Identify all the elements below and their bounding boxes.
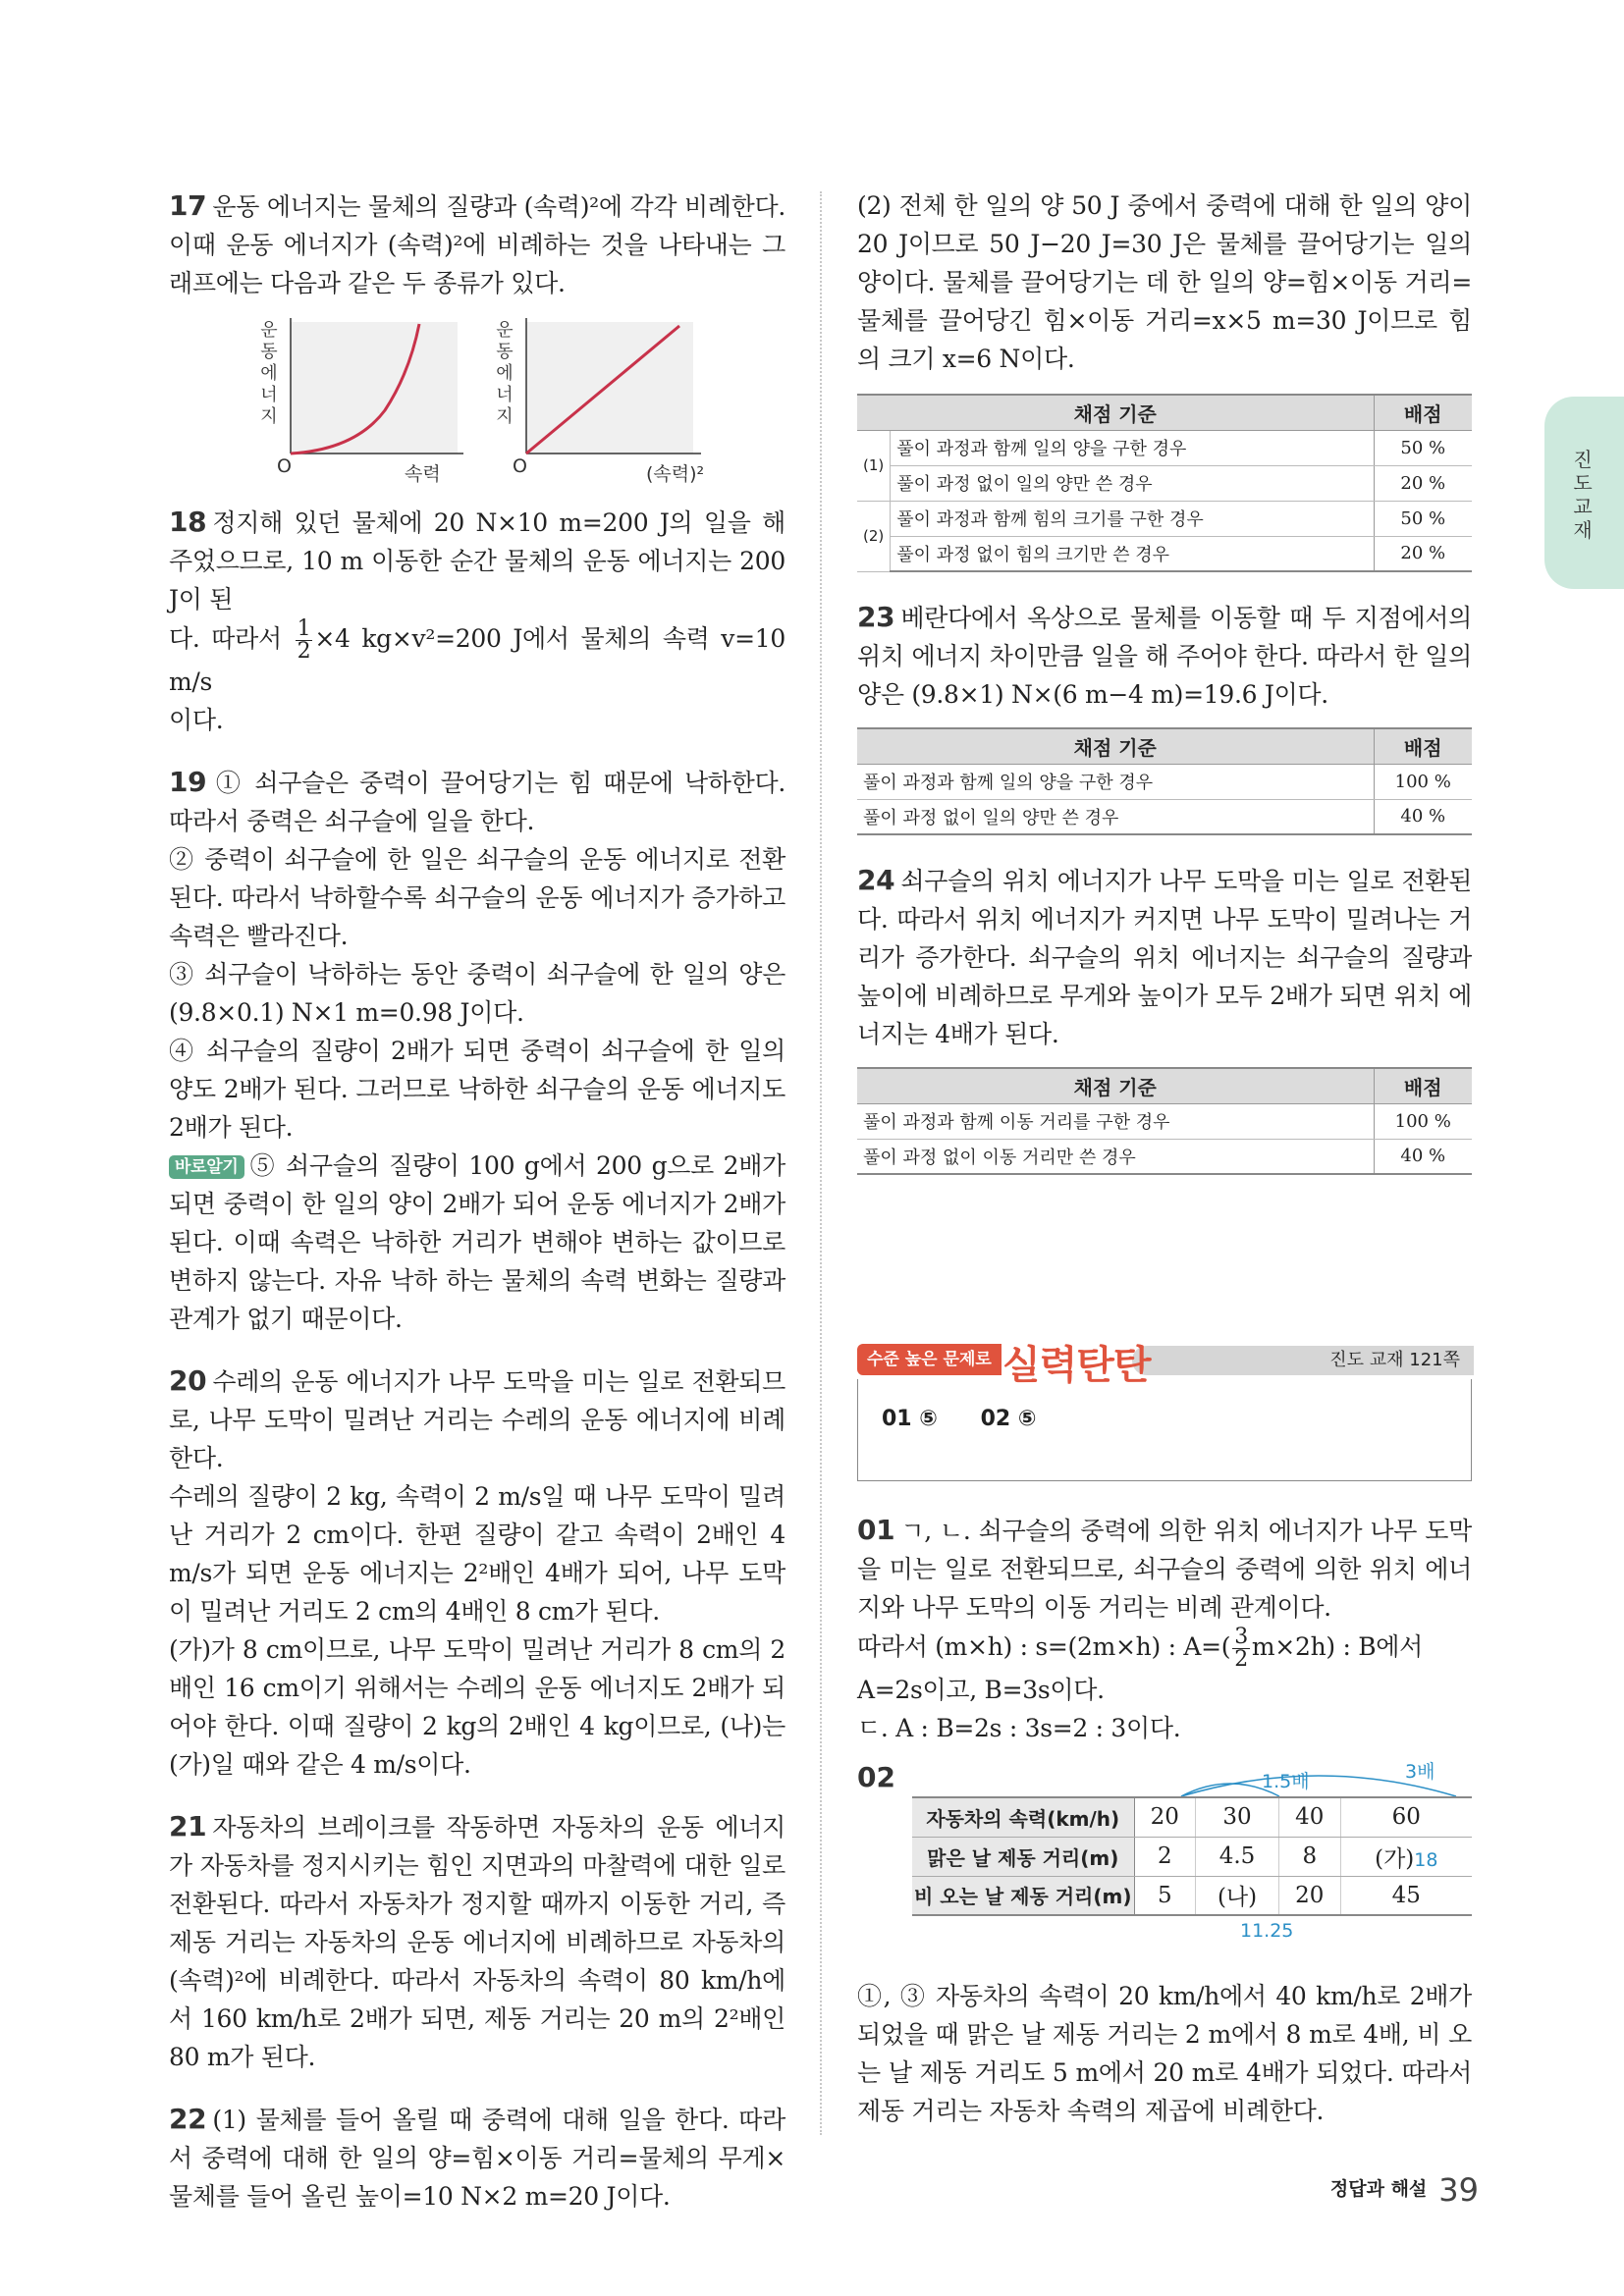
row-label: 맑은 날 제동 거리(m) — [912, 1837, 1134, 1876]
row-label: 비 오는 날 제동 거리(m) — [912, 1876, 1134, 1915]
cell: (나) — [1196, 1876, 1279, 1915]
q21-text: 자동차의 브레이크를 작동하면 자동차의 운동 에너지가 자동차를 정지시키는 힘인 지면과의 마찰력에 대한 일로 전환된다. 따라서 자동차가 정지할 때까지 이동한 거리, 즉 제동 거리는 자동차의 운동 에너지에 비례하므로 자동차의 (속력)²에 비례한다. 따라서 자동차의 속력이 80 km/h에서 160 km/h로 2배가 되면, 제동 거리는 20 m의 2²배인 80 m가 된다. — [169, 1813, 785, 2071]
q22-score-table — [857, 394, 1472, 572]
frac-num: 3 — [1234, 1625, 1248, 1649]
q22-p1: (1) 물체를 들어 올릴 때 중력에 대해 일을 한다. 따라서 중력에 대해 한 일의 양=힘×이동 거리=물체의 무게×물체를 들어 올린 높이=10 N×2 m=20 J이다. — [169, 2106, 785, 2211]
table-row — [857, 1139, 1472, 1174]
graph2-origin: O — [513, 455, 527, 477]
table-row — [857, 799, 1472, 834]
cell: 5 — [1134, 1876, 1196, 1915]
cell: 20 — [1134, 1797, 1196, 1837]
q19-p4: ④ 쇠구슬의 질량이 2배가 되면 중력이 쇠구슬에 한 일의 양도 2배가 된다. 그러므로 낙하한 쇠구슬의 운동 에너지도 2배가 된다. — [169, 1037, 785, 1142]
table-row — [857, 764, 1472, 799]
q22-part2 — [857, 187, 1472, 378]
q17-graphs — [169, 312, 785, 485]
cell: 4.5 — [1196, 1837, 1279, 1876]
q20-number: 20 — [169, 1364, 207, 1397]
graph1-xlabel: 속력 — [405, 463, 441, 485]
row-criteria: 풀이 과정 없이 일의 양만 쓴 경우 — [857, 799, 1374, 834]
side-tab-label: 진도 교재 — [1573, 448, 1593, 542]
q17-number: 17 — [169, 189, 207, 222]
cell: 2 — [1134, 1837, 1196, 1876]
q20 — [169, 1362, 785, 1784]
a01-p4: ㄷ. A : B=2s : 3s=2 : 3이다. — [857, 1714, 1181, 1742]
row-points: 100 % — [1374, 764, 1472, 799]
header-points: 배점 — [1374, 395, 1472, 430]
q19 — [169, 763, 785, 1338]
answer-01: 01 ⑤ — [882, 1407, 938, 1431]
graph2-xlabel: (속력)² — [646, 463, 705, 485]
cell: 30 — [1196, 1797, 1279, 1837]
cell: 60 — [1340, 1797, 1472, 1837]
a01-p1: ㄱ, ㄴ. 쇠구슬의 중력에 의한 위치 에너지가 나무 도막을 미는 일로 전환되므로, 쇠구슬의 중력에 의한 위치 에너지와 나무 도막의 이동 거리는 비례 관계이다. — [857, 1517, 1472, 1622]
a02-explanation — [857, 1977, 1472, 2130]
a02 — [857, 1761, 1472, 1977]
table-row — [912, 1876, 1472, 1915]
level-tag: 수준 높은 문제로 — [857, 1344, 1001, 1375]
q18 — [169, 503, 785, 739]
row-points: 20 % — [1374, 465, 1472, 501]
table-row — [857, 1103, 1472, 1139]
q19-p5: ⑤ 쇠구슬의 질량이 100 g에서 200 g으로 2배가 되면 중력이 한 일의 양이 2배가 되어 운동 에너지가 2배가 된다. 이때 속력은 낙하한 거리가 변해야 변하는 값이므로 변하지 않는다. 자유 낙하 하는 물체의 속력 변화는 질량과 관계가 없기 때문이다. — [169, 1151, 785, 1333]
page-number: 39 — [1438, 2171, 1479, 2209]
row-points: 100 % — [1374, 1103, 1472, 1139]
q22-p2: (2) 전체 한 일의 양 50 J 중에서 중력에 대해 한 일의 양이 20 J이므로 50 J−20 J=30 J은 물체를 끌어당기는 일의 양이다. 물체를 끌어당기는 데 한 일의 양=힘×이동 거리=물체를 끌어당긴 힘×이동 거리=x×5 m=30 J이므로 힘의 크기 x=6 N이다. — [857, 191, 1472, 373]
graph1-ylabel: 운동 에너지 — [260, 320, 278, 427]
row-label: 자동차의 속력(km/h) — [912, 1797, 1134, 1837]
graph2-ylabel: 운동 에너지 — [496, 320, 514, 427]
q19-p2: ② 중력이 쇠구슬에 한 일은 쇠구슬의 운동 에너지로 전환된다. 따라서 낙하할수록 쇠구슬의 운동 에너지가 증가하고 속력은 빨라진다. — [169, 845, 785, 950]
header-points: 배점 — [1374, 728, 1472, 764]
header-criteria: 채점 기준 — [857, 395, 1374, 430]
annot-na-answer: 11.25 — [1240, 1920, 1294, 1942]
table-row — [857, 430, 1472, 465]
frac-den: 2 — [297, 639, 311, 664]
row-group: (1) — [857, 430, 891, 501]
q21-number: 21 — [169, 1810, 207, 1842]
row-points: 20 % — [1374, 536, 1472, 571]
annot-3x: 3배 — [1405, 1761, 1435, 1783]
row-group: (2) — [857, 501, 891, 571]
ga-answer: 18 — [1414, 1848, 1438, 1871]
cell — [1340, 1837, 1472, 1876]
q22-number: 22 — [169, 2103, 207, 2135]
right-column — [857, 187, 1472, 2154]
column-divider — [820, 191, 822, 2135]
q17 — [169, 187, 785, 302]
frac-num: 1 — [297, 616, 311, 641]
footer-label: 정답과 해설 — [1329, 2178, 1428, 2200]
a02-arrows — [857, 1761, 1472, 1800]
graph-speed-squared-plot — [483, 312, 729, 479]
row-criteria: 풀이 과정 없이 일의 양만 쓴 경우 — [891, 465, 1374, 501]
q23-text: 베란다에서 옥상으로 물체를 이동할 때 두 지점에서의 위치 에너지 차이만큼 일을 해 주어야 한다. 따라서 한 일의 양은 (9.8×1) N×(6 m−4 m)=19.6 J이다. — [857, 604, 1472, 709]
table-row — [857, 536, 1472, 571]
q23-number: 23 — [857, 601, 895, 633]
answer-list — [882, 1407, 1071, 1431]
q20-p2: 수레의 질량이 2 kg, 속력이 2 m/s일 때 나무 도막이 밀려난 거리가 2 cm이다. 한편 질량이 같고 속력이 2배인 4 m/s가 되면 운동 에너지는 2²배인 4배가 되어, 나무 도막이 밀려난 거리도 2 cm의 4배인 8 cm가 된다. — [169, 1482, 785, 1626]
row-points: 50 % — [1374, 430, 1472, 465]
plot-bg — [291, 322, 458, 454]
page-footer — [1330, 2171, 1479, 2209]
q24-score-table — [857, 1067, 1472, 1175]
q18-line2a: 다. 따라서 — [169, 624, 282, 653]
frac-den: 2 — [1234, 1647, 1248, 1672]
q23-score-table — [857, 727, 1472, 835]
side-tab[interactable] — [1544, 397, 1624, 589]
cell: 40 — [1279, 1797, 1341, 1837]
level-title: 실력탄탄 — [1002, 1343, 1151, 1388]
a01-p2a: 따라서 (m×h) : s=(2m×h) : A=( — [857, 1632, 1231, 1661]
left-column — [169, 187, 785, 2239]
header-criteria: 채점 기준 — [857, 1068, 1374, 1103]
cell: 45 — [1340, 1876, 1472, 1915]
q19-p1: ① 쇠구슬은 중력이 끌어당기는 힘 때문에 낙하한다. 따라서 중력은 쇠구슬에 일을 한다. — [169, 769, 785, 835]
q18-line3: 이다. — [169, 706, 224, 734]
a01-number: 01 — [857, 1514, 895, 1546]
graph-speed-plot — [247, 312, 483, 479]
q24-text: 쇠구슬의 위치 에너지가 나무 도막을 미는 일로 전환된다. 따라서 위치 에너지가 커지면 나무 도막이 밀려나는 거리가 증가한다. 쇠구슬의 위치 에너지는 쇠구슬의 질량과 높이에 비례하므로 무게와 높이가 모두 2배가 되면 위치 에너지는 4배가 된다. — [857, 867, 1472, 1048]
q23 — [857, 598, 1472, 714]
q22-part1 — [169, 2100, 785, 2216]
q18-number: 18 — [169, 506, 207, 538]
row-criteria: 풀이 과정 없이 이동 거리만 쓴 경우 — [857, 1139, 1374, 1174]
row-criteria: 풀이 과정 없이 힘의 크기만 쓴 경우 — [891, 536, 1374, 571]
q18-line1: 정지해 있던 물체에 20 N×10 m=200 J의 일을 해 주었으므로, 10 m 이동한 순간 물체의 운동 에너지는 200 J이 된 — [169, 508, 785, 614]
cell-ga: (가) — [1375, 1845, 1415, 1872]
table-row — [857, 501, 1472, 536]
q20-p1: 수레의 운동 에너지가 나무 도막을 미는 일로 전환되므로, 나무 도막이 밀려난 거리는 수레의 운동 에너지에 비례한다. — [169, 1367, 785, 1472]
q17-text: 운동 에너지는 물체의 질량과 (속력)²에 각각 비례한다. 이때 운동 에너지가 (속력)²에 비례하는 것을 나타내는 그래프에는 다음과 같은 두 종류가 있다. — [169, 192, 785, 297]
level-header — [857, 1340, 1474, 1388]
graph1-origin: O — [277, 455, 292, 477]
row-points: 50 % — [1374, 501, 1472, 536]
a01-p2b: m×2h) : B에서 — [1251, 1632, 1424, 1661]
q21 — [169, 1807, 785, 2076]
a02-text: ①, ③ 자동차의 속력이 20 km/h에서 40 km/h로 2배가 되었을 때 맑은 날 제동 거리는 2 m에서 8 m로 4배, 비 오는 날 제동 거리도 5 m에서 20 m로 4배가 되었다. 따라서 제동 거리는 자동차 속력의 제곱에 비례한다. — [857, 1982, 1472, 2125]
row-criteria: 풀이 과정과 함께 일의 양을 구한 경우 — [857, 764, 1374, 799]
row-points: 40 % — [1374, 799, 1472, 834]
correction-badge: 바로알기 — [169, 1155, 244, 1179]
a02-number: 02 — [857, 1761, 895, 1793]
q18-line2b: ×4 kg×v²=200 J에서 물체의 속력 v=10 m/s — [169, 624, 785, 696]
q24 — [857, 861, 1472, 1053]
q24-number: 24 — [857, 864, 895, 896]
annot-1.5x: 1.5배 — [1262, 1771, 1310, 1792]
answer-02: 02 ⑤ — [980, 1407, 1037, 1431]
level-box — [857, 1343, 1472, 1481]
q19-number: 19 — [169, 766, 207, 798]
header-criteria: 채점 기준 — [857, 728, 1374, 764]
q18-fraction — [296, 618, 313, 663]
a01 — [857, 1511, 1472, 1747]
cell: 20 — [1279, 1876, 1341, 1915]
level-reference: 진도 교재 121쪽 — [1329, 1350, 1460, 1370]
row-criteria: 풀이 과정과 함께 힘의 크기를 구한 경우 — [891, 501, 1374, 536]
table-row — [857, 465, 1472, 501]
header-points: 배점 — [1374, 1068, 1472, 1103]
q19-p3: ③ 쇠구슬이 낙하하는 동안 중력이 쇠구슬에 한 일의 양은 (9.8×0.1) N×1 m=0.98 J이다. — [169, 960, 785, 1027]
braking-table — [912, 1796, 1472, 1916]
table-row — [912, 1837, 1472, 1876]
q20-p3: (가)가 8 cm이므로, 나무 도막이 밀려난 거리가 8 cm의 2배인 16 cm이기 위해서는 수레의 운동 에너지도 2배가 되어야 한다. 이때 질량이 2 kg의 2배인 4 kg이므로, (나)는 (가)일 때와 같은 4 m/s이다. — [169, 1635, 785, 1779]
table-row — [912, 1797, 1472, 1837]
a01-fraction — [1232, 1627, 1250, 1671]
row-criteria: 풀이 과정과 함께 일의 양을 구한 경우 — [891, 430, 1374, 465]
a01-p3: A=2s이고, B=3s이다. — [857, 1676, 1105, 1704]
row-points: 40 % — [1374, 1139, 1472, 1174]
graph-speed-squared — [483, 312, 729, 485]
row-criteria: 풀이 과정과 함께 이동 거리를 구한 경우 — [857, 1103, 1374, 1139]
cell: 8 — [1279, 1837, 1341, 1876]
graph-speed — [247, 312, 483, 485]
